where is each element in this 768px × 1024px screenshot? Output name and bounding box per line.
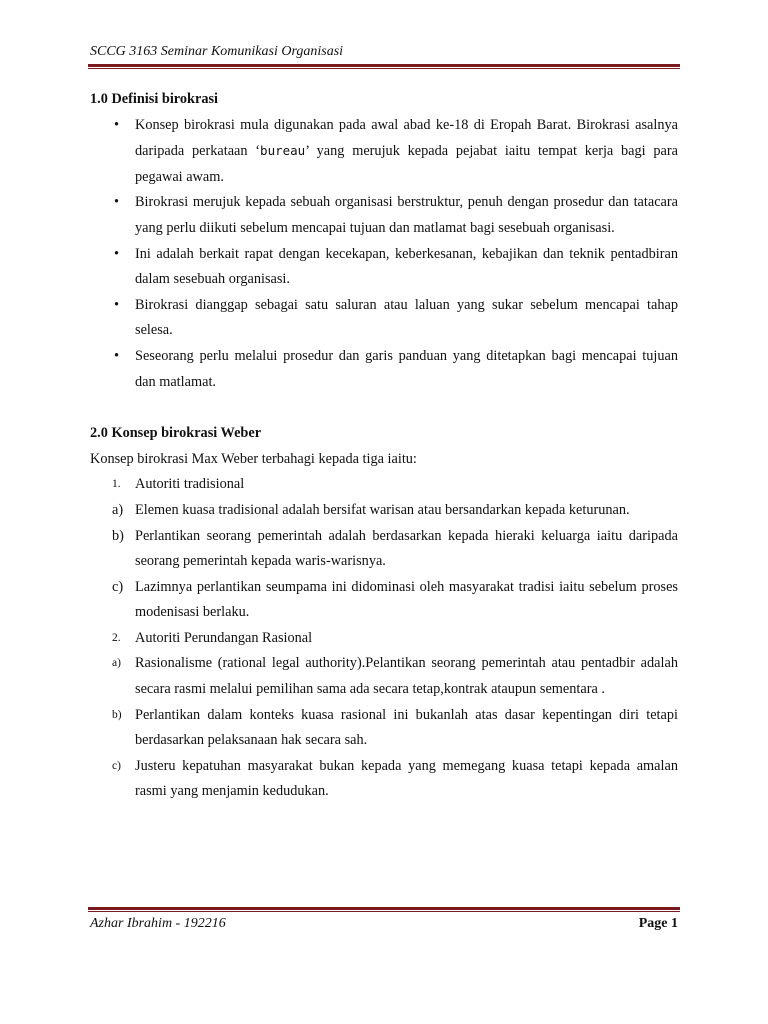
list-marker: 1. [112, 478, 121, 491]
list-item-text: Autoriti Perundangan Rasional [135, 629, 313, 646]
section-1-heading: 1.0 Definisi birokrasi [90, 91, 219, 107]
list-marker: 2. [112, 631, 121, 644]
list-item [90, 190, 678, 241]
section-2-intro: Konsep birokrasi Max Weber terbahagi kepada tiga iaitu: [90, 450, 417, 467]
list-marker: c) [112, 759, 121, 772]
section-2-list [90, 472, 678, 805]
list-marker: b) [112, 708, 122, 721]
bullet-text: Birokrasi merujuk kepada sebuah organisasi berstruktur, penuh dengan prosedur dan tatacara yang perlu diikuti sebelum mencapai tujuan dan matlamat bagi sesebuah organisasi. [135, 194, 678, 236]
bullet-icon: • [114, 116, 120, 133]
list-item [90, 575, 678, 626]
list-item-text: Perlantikan dalam konteks kuasa rasional ini bukanlah atas dasar kepentingan diri tetapi berdasarkan pelaksanaan hak secara sah. [135, 706, 678, 749]
header-divider [88, 64, 680, 69]
bullet-icon: • [114, 194, 120, 211]
list-item [90, 472, 678, 498]
list-marker: b) [112, 527, 124, 544]
list-item-text: Perlantikan seorang pemerintah adalah berdasarkan kepada hieraki keluarga iaitu daripada seorang pemerintah kepada waris-warisnya. [135, 527, 678, 570]
list-item [90, 242, 678, 293]
footer-divider [88, 907, 680, 912]
page-number: Page 1 [638, 916, 678, 931]
list-item [90, 113, 678, 191]
page-header-title: SCCG 3163 Seminar Komunikasi Organisasi [90, 44, 344, 59]
list-item [90, 344, 678, 395]
section-1-bullet-list [90, 113, 678, 396]
list-item [90, 703, 678, 754]
list-item-text: Justeru kepatuhan masyarakat bukan kepada yang memegang kuasa tetapi kepada amalan rasmi yang menjamin kedudukan. [135, 757, 678, 800]
bullet-icon: • [114, 347, 120, 364]
list-item-text: Lazimnya perlantikan seumpama ini didominasi oleh masyarakat tradisi iaitu sebelum proses modenisasi berlaku. [135, 578, 678, 621]
bullet-text: Ini adalah berkait rapat dengan kecekapan, keberkesanan, kebajikan dan teknik pentadbiran dalam sesebuah organisasi. [135, 245, 678, 288]
document-body [90, 87, 678, 805]
section-2-heading: 2.0 Konsep birokrasi Weber [90, 425, 262, 442]
bullet-text: Seseorang perlu melalui prosedur dan garis panduan yang ditetapkan bagi mencapai tujuan dan matlamat. [135, 347, 678, 390]
list-item [90, 754, 678, 805]
bullet-text-mono: bureau [260, 143, 306, 159]
list-item [90, 498, 678, 524]
bullet-text-after: ’ yang merujuk kepada pejabat iaitu tempat kerja bagi para pegawai awam. [135, 143, 678, 185]
list-item-text: Rasionalisme (rational legal authority).Pelantikan seorang pemerintah atau pentadbir adalah secara rasmi melalui pemilihan sama ada secara tetap,kontrak ataupun sementara . [135, 655, 678, 698]
list-item-text: Elemen kuasa tradisional adalah bersifat warisan atau bersandarkan kepada keturunan. [135, 501, 630, 518]
list-item [90, 293, 678, 344]
list-marker: a) [112, 657, 121, 670]
list-item [90, 524, 678, 575]
list-item-text: Autoriti tradisional [135, 476, 245, 493]
footer-author: Azhar Ibrahim - 192216 [90, 916, 226, 931]
bullet-text: Birokrasi dianggap sebagai satu saluran atau laluan yang sukar sebelum mencapai tahap selesa. [135, 296, 678, 339]
bullet-text-before: Konsep birokrasi mula digunakan pada awal abad ke-18 di Eropah Barat. Birokrasi asalnya daripada perkataan ‘ [135, 116, 678, 160]
bullet-icon: • [114, 296, 120, 313]
bullet-icon: • [114, 245, 120, 262]
list-item [90, 651, 678, 702]
list-marker: a) [112, 501, 124, 518]
list-marker: c) [112, 578, 124, 595]
list-item [90, 626, 678, 652]
